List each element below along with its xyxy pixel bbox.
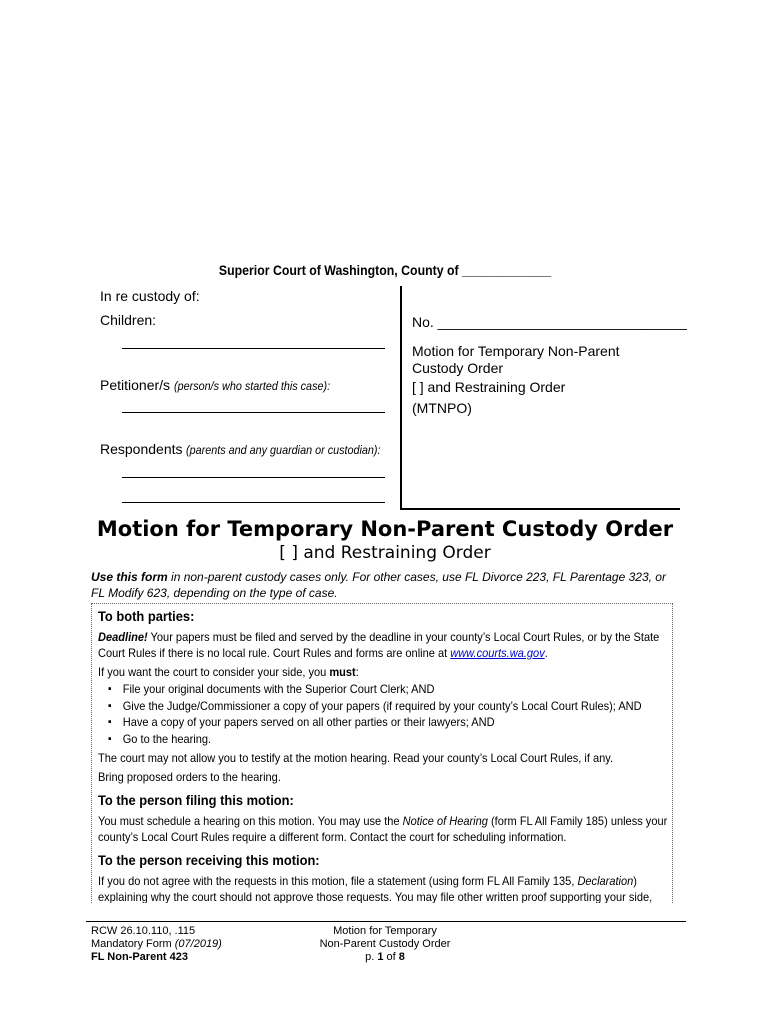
deadline-text: Your papers must be filed and served by the deadline in your county’s Local Court Rules, or by the State Court Rules if there is no local rule. Court Rules and forms are online at xyxy=(98,630,660,660)
both-parties-heading: To both parties: xyxy=(98,608,195,624)
testify-paragraph: The court may not allow you to testify at the motion hearing. Read your county’s Local Court Rules, if any. xyxy=(98,751,614,765)
footer-page-number: p. 1 of 8 xyxy=(365,951,405,963)
footer-mandatory: Mandatory Form (07/2019) xyxy=(91,938,222,950)
intro-text: in non-parent custody cases only. For other cases, use FL Divorce 223, FL Parentage 323, or FL Modify 623, depending on the type of case. xyxy=(91,570,666,600)
court-title: Superior Court of Washington, County of _____________ xyxy=(218,262,552,278)
courts-link[interactable]: www.courts.wa.gov xyxy=(450,646,545,660)
deadline-paragraph: Deadline! Your papers must be filed and served by the deadline in your county’s Local Court Rules, or by the State Court Rules if there is no local rule. Court Rules and forms are online at www.courts.wa.gov. xyxy=(98,630,660,660)
filing-party-paragraph: You must schedule a hearing on this motion. You may use the Notice of Hearing (form FL All Family 185) unless your county’s Local Court Rules require a different form. Contact the court for scheduling information. xyxy=(98,814,668,844)
list-item: ▪ Give the Judge/Commissioner a copy of your papers (if required by your county’s Local Court Rules); AND xyxy=(108,698,625,715)
receiving-party-heading: To the person receiving this motion: xyxy=(98,852,320,868)
case-caption xyxy=(0,286,770,511)
footer-title-1: Motion for Temporary xyxy=(333,925,437,937)
respondents-label: Respondents (parents and any guardian or custodian): xyxy=(100,441,381,457)
respondents-hint: (parents and any guardian or custodian): xyxy=(186,443,381,457)
children-name-line[interactable] xyxy=(122,348,385,349)
respondent-name-line-2[interactable] xyxy=(122,502,385,503)
list-item: ▪ Go to the hearing. xyxy=(108,731,625,748)
case-number-field[interactable]: No. ________________________________ xyxy=(412,314,687,330)
receiving-party-paragraph: If you do not agree with the requests in this motion, file a statement (using form FL All Family 135, Declaration) explaining why the court should not approve those requests. You may file other written proof supporting your side, xyxy=(98,874,653,903)
footer-center xyxy=(0,925,770,964)
petitioner-name-line[interactable] xyxy=(122,412,385,413)
instructions-box xyxy=(91,603,673,903)
document-subtitle[interactable]: [ ] and Restraining Order xyxy=(279,543,491,563)
doc-code: (MTNPO) xyxy=(412,400,472,416)
footer-title-2: Non-Parent Custody Order xyxy=(319,938,451,950)
must-paragraph: If you want the court to consider your side, you must: xyxy=(98,665,359,679)
caption-divider xyxy=(400,286,402,509)
restraining-order-checkbox-label[interactable]: [ ] and Restraining Order xyxy=(412,379,566,395)
doc-title-line-1: Motion for Temporary Non-Parent xyxy=(412,343,620,359)
must-word: must xyxy=(329,665,356,679)
doc-title-line-2: Custody Order xyxy=(412,360,504,376)
document-title: Motion for Temporary Non-Parent Custody Order xyxy=(96,517,674,541)
children-label: Children: xyxy=(100,312,157,328)
list-item: ▪ File your original documents with the Superior Court Clerk; AND xyxy=(108,681,625,698)
caption-bottom-rule xyxy=(400,508,680,510)
petitioner-hint: (person/s who started this case): xyxy=(173,379,331,393)
intro-lead: Use this form xyxy=(91,570,168,584)
requirements-list xyxy=(108,681,670,747)
petitioner-label: Petitioner/s (person/s who started this case): xyxy=(100,377,331,393)
footer-form-id: FL Non-Parent 423 xyxy=(91,951,188,963)
in-re-label: In re custody of: xyxy=(100,288,200,304)
footer-rule xyxy=(86,921,686,922)
respondent-name-line-1[interactable] xyxy=(122,477,385,478)
deadline-lead: Deadline! xyxy=(98,630,148,644)
filing-party-heading: To the person filing this motion: xyxy=(98,792,294,808)
bring-orders-paragraph: Bring proposed orders to the hearing. xyxy=(98,770,281,784)
footer-rcw: RCW 26.10.110, .115 xyxy=(91,925,196,937)
list-item: ▪ Have a copy of your papers served on all other parties or their lawyers; AND xyxy=(108,714,625,731)
intro-paragraph xyxy=(91,569,671,601)
